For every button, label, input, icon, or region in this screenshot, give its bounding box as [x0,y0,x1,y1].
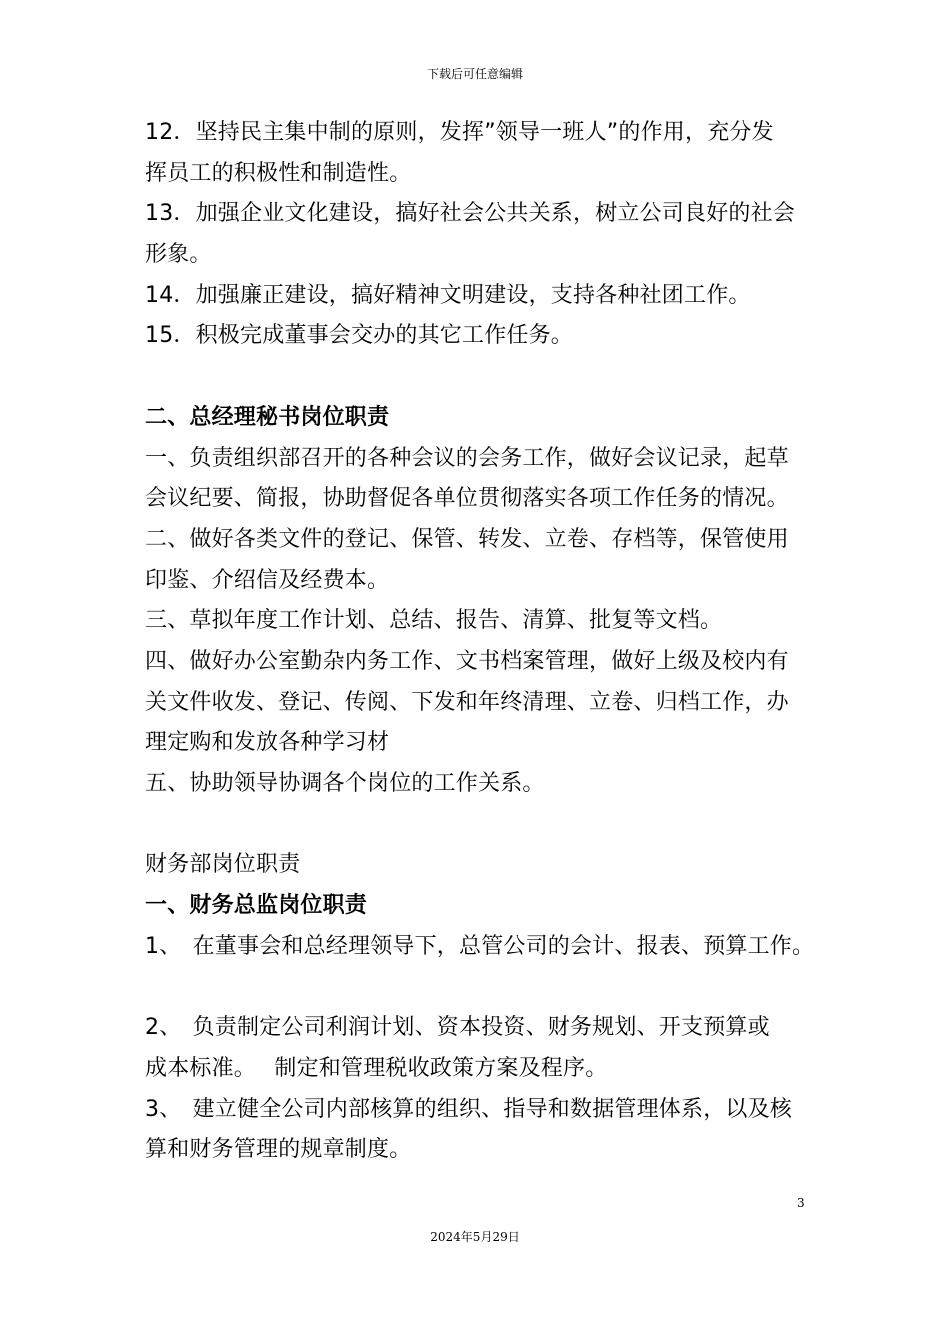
page-number: 3 [797,1196,805,1210]
paragraph-line: 二、做好各类文件的登记、保管、转发、立卷、存档等，保管使用 [145,526,789,552]
paragraph-line: 印鉴、介绍信及经费本。 [145,567,390,593]
blank-line [145,967,825,1008]
blank-line [145,805,825,846]
paragraph-line: 形象。 [145,242,212,268]
paragraph-line: 五、协助领导协调各个岗位的工作关系。 [145,771,545,796]
list-item: 3、 建立健全公司内部核算的组织、指导和数据管理体系，以及核 [145,1096,792,1122]
paragraph-line: 15．积极完成董事会交办的其它工作任务。 [145,323,573,349]
paragraph-line: 12．坚持民主集中制的原则，发挥”领导一班人”的作用，充分发 [145,120,774,145]
blank-line [145,357,825,398]
page-header: 下载后可任意编辑 [426,67,523,81]
list-item-continued: 成本标准。 制定和管理税收政策方案及程序。 [145,1055,608,1081]
page-footer-date: 2024年5月29日 [430,1230,520,1244]
list-item: 2、 负责制定公司利润计划、资本投资、财务规划、开支预算或 [145,1015,770,1041]
section-heading-secretary: 二、总经理秘书岗位职责 [145,404,390,430]
document-body [145,113,825,1171]
paragraph-line: 一、负责组织部召开的各种会议的会务工作，做好会议记录，起草 [145,445,789,471]
section-heading-finance: 财务部岗位职责 [145,852,301,878]
paragraph-line: 四、做好办公室勤杂内务工作、文书档案管理，做好上级及校内有 [145,648,789,674]
list-item-continued: 算和财务管理的规章制度。 [145,1137,412,1163]
subheading-cfo: 一、财务总监岗位职责 [145,893,368,919]
paragraph-line: 挥员工的积极性和制造性。 [145,160,412,186]
paragraph-line: 理定购和发放各种学习材 [145,730,390,756]
paragraph-line: 13．加强企业文化建设，搞好社会公共关系，树立公司良好的社会 [145,201,795,227]
paragraph-line: 三、草拟年度工作计划、总结、报告、清算、批复等文档。 [145,608,723,634]
paragraph-line: 14．加强廉正建设，搞好精神文明建设，支持各种社团工作。 [145,282,751,308]
list-item: 1、 在董事会和总经理领导下，总管公司的会计、报表、预算工作。 [145,933,815,959]
paragraph-line: 会议纪要、简报，协助督促各单位贯彻落实各项工作任务的情况。 [145,486,789,512]
paragraph-line: 关文件收发、登记、传阅、下发和年终清理、立卷、归档工作，办 [145,689,789,715]
